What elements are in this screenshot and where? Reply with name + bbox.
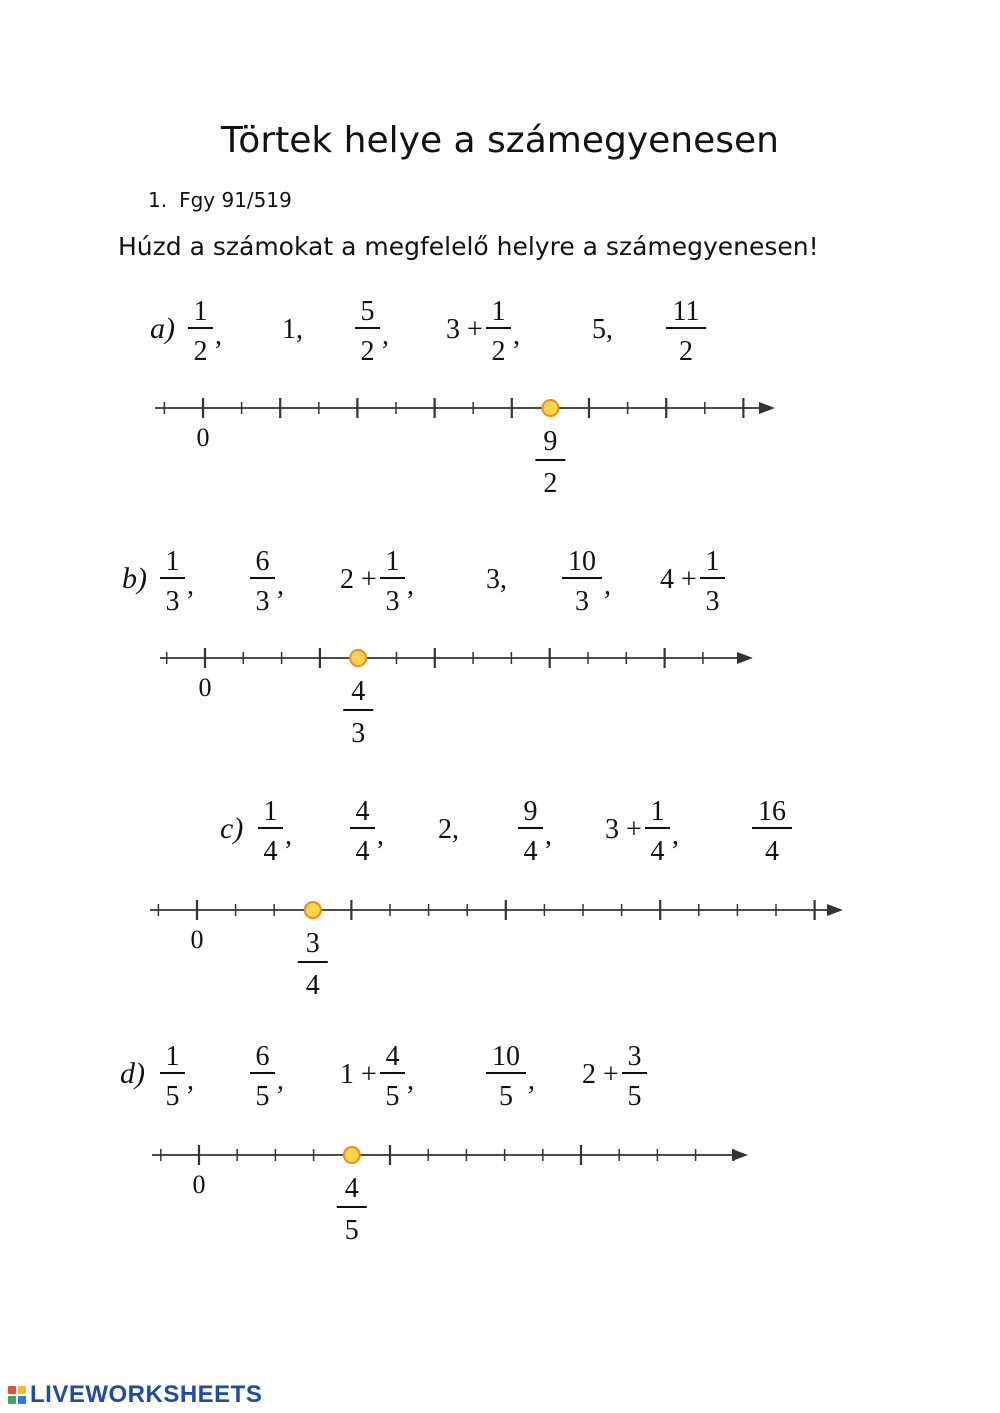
fraction-numerator: 1 — [491, 296, 506, 327]
fraction-numerator: 10 — [492, 1041, 520, 1072]
instruction: Húzd a számokat a megfelelő helyre a számegyenesen! — [118, 232, 819, 261]
number-card[interactable] — [188, 296, 222, 367]
fraction-denominator: 2 — [360, 336, 375, 367]
whole-part: 3 + — [446, 314, 483, 345]
fraction-numerator: 5 — [360, 296, 375, 327]
fraction-numerator: 6 — [255, 1041, 270, 1072]
zero-label: 0 — [192, 1170, 206, 1199]
task-reference — [148, 188, 292, 212]
fraction-numerator: 1 — [165, 1041, 180, 1072]
footer-brand — [8, 1380, 262, 1410]
fraction-denominator: 5 — [627, 1081, 642, 1112]
exercise-label: d) — [120, 1057, 145, 1090]
number-value: 1, — [282, 314, 303, 345]
fraction-denominator: 5 — [499, 1081, 513, 1112]
number-card[interactable] — [518, 796, 552, 867]
zero-label: 0 — [190, 925, 204, 954]
marker-numerator: 4 — [351, 676, 366, 707]
number-card[interactable] — [666, 296, 706, 367]
fraction-denominator: 4 — [523, 836, 538, 867]
fraction-denominator: 2 — [679, 336, 693, 367]
logo-square-3 — [8, 1396, 16, 1404]
exercise-label: c) — [220, 812, 244, 845]
fraction-denominator: 4 — [765, 836, 779, 867]
fraction-numerator: 9 — [523, 796, 538, 827]
marker-denominator: 4 — [305, 970, 320, 1001]
separator-comma: , — [377, 820, 384, 851]
zero-label: 0 — [198, 673, 212, 702]
number-card[interactable] — [340, 546, 414, 617]
separator-comma: , — [528, 1065, 535, 1096]
logo-square-4 — [18, 1396, 26, 1404]
page-title: Törtek helye a számegyenesen — [221, 120, 779, 161]
fraction-numerator: 1 — [263, 796, 278, 827]
number-card[interactable] — [752, 796, 792, 867]
whole-part: 2 + — [340, 564, 377, 595]
fraction-numerator: 3 — [627, 1041, 642, 1072]
number-card[interactable] — [160, 1041, 194, 1112]
fraction-denominator: 4 — [263, 836, 278, 867]
task-number: 1. — [148, 188, 168, 212]
fraction-denominator: 3 — [575, 586, 589, 617]
arrow-head-icon — [737, 652, 753, 664]
marker-denominator: 2 — [543, 468, 558, 499]
separator-comma: , — [407, 570, 414, 601]
number-card[interactable] — [282, 314, 303, 345]
number-card[interactable] — [350, 796, 384, 867]
separator-comma: , — [215, 320, 222, 351]
separator-comma: , — [285, 820, 292, 851]
separator-comma: , — [604, 570, 611, 601]
whole-part: 1 + — [340, 1059, 377, 1090]
fraction-numerator: 6 — [255, 546, 270, 577]
number-card[interactable] — [340, 1041, 414, 1112]
separator-comma: , — [672, 820, 679, 851]
fraction-denominator: 2 — [193, 336, 208, 367]
exercise-b — [0, 540, 1000, 755]
number-card[interactable] — [258, 796, 292, 867]
number-card[interactable] — [355, 296, 389, 367]
fraction-numerator: 1 — [193, 296, 208, 327]
separator-comma: , — [277, 1065, 284, 1096]
separator-comma: , — [187, 570, 194, 601]
number-card[interactable] — [486, 1041, 535, 1112]
number-card[interactable] — [250, 546, 284, 617]
separator-comma: , — [513, 320, 520, 351]
task-source: Fgy 91/519 — [179, 188, 292, 212]
logo-square-1 — [8, 1386, 16, 1394]
number-card[interactable] — [250, 1041, 284, 1112]
fraction-denominator: 2 — [491, 336, 506, 367]
exercise-label: a) — [150, 312, 175, 345]
marker-denominator: 5 — [344, 1215, 359, 1246]
drop-target-dot[interactable] — [542, 400, 558, 416]
whole-part: 3 + — [605, 814, 642, 845]
arrow-head-icon — [759, 402, 775, 414]
number-card[interactable] — [446, 296, 520, 367]
fraction-numerator: 1 — [705, 546, 720, 577]
number-card[interactable] — [160, 546, 194, 617]
fraction-denominator: 3 — [255, 586, 270, 617]
number-card[interactable] — [438, 814, 459, 845]
fraction-numerator: 1 — [165, 546, 180, 577]
drop-target-dot[interactable] — [305, 902, 321, 918]
brand-name: LIVEWORKSHEETS — [30, 1381, 263, 1408]
fraction-numerator: 16 — [758, 796, 786, 827]
fraction-numerator: 4 — [385, 1041, 400, 1072]
marker-numerator: 3 — [305, 928, 320, 959]
fraction-denominator: 4 — [650, 836, 665, 867]
fraction-denominator: 5 — [165, 1081, 180, 1112]
drop-target-dot[interactable] — [344, 1147, 360, 1163]
whole-part: 2 + — [582, 1059, 619, 1090]
fraction-denominator: 4 — [355, 836, 370, 867]
separator-comma: , — [545, 820, 552, 851]
exercise-c — [0, 790, 1000, 1005]
fraction-numerator: 11 — [672, 296, 700, 327]
separator-comma: , — [187, 1065, 194, 1096]
zero-label: 0 — [196, 423, 210, 452]
fraction-numerator: 1 — [650, 796, 665, 827]
number-value: 2, — [438, 814, 459, 845]
separator-comma: , — [407, 1065, 414, 1096]
fraction-numerator: 1 — [385, 546, 400, 577]
liveworksheets-logo-icon — [8, 1386, 26, 1404]
number-value: 5, — [592, 314, 613, 345]
fraction-denominator: 5 — [255, 1081, 270, 1112]
exercise-d — [0, 1035, 1000, 1250]
marker-numerator: 4 — [344, 1173, 359, 1204]
number-card[interactable] — [582, 1041, 647, 1112]
number-card[interactable] — [660, 546, 725, 617]
exercise-a — [0, 290, 1000, 505]
number-card[interactable] — [562, 546, 611, 617]
number-card[interactable] — [605, 796, 679, 867]
number-card[interactable] — [592, 314, 613, 345]
number-value: 3, — [486, 564, 507, 595]
whole-part: 4 + — [660, 564, 697, 595]
fraction-denominator: 3 — [705, 586, 720, 617]
exercise-label: b) — [122, 562, 147, 595]
separator-comma: , — [382, 320, 389, 351]
separator-comma: , — [277, 570, 284, 601]
marker-numerator: 9 — [543, 426, 558, 457]
fraction-denominator: 3 — [165, 586, 180, 617]
fraction-numerator: 10 — [568, 546, 596, 577]
drop-target-dot[interactable] — [350, 650, 366, 666]
arrow-head-icon — [827, 904, 843, 916]
fraction-denominator: 3 — [385, 586, 400, 617]
fraction-denominator: 5 — [385, 1081, 400, 1112]
logo-square-2 — [18, 1386, 26, 1394]
fraction-numerator: 4 — [355, 796, 370, 827]
marker-denominator: 3 — [351, 718, 366, 749]
number-card[interactable] — [486, 564, 507, 595]
